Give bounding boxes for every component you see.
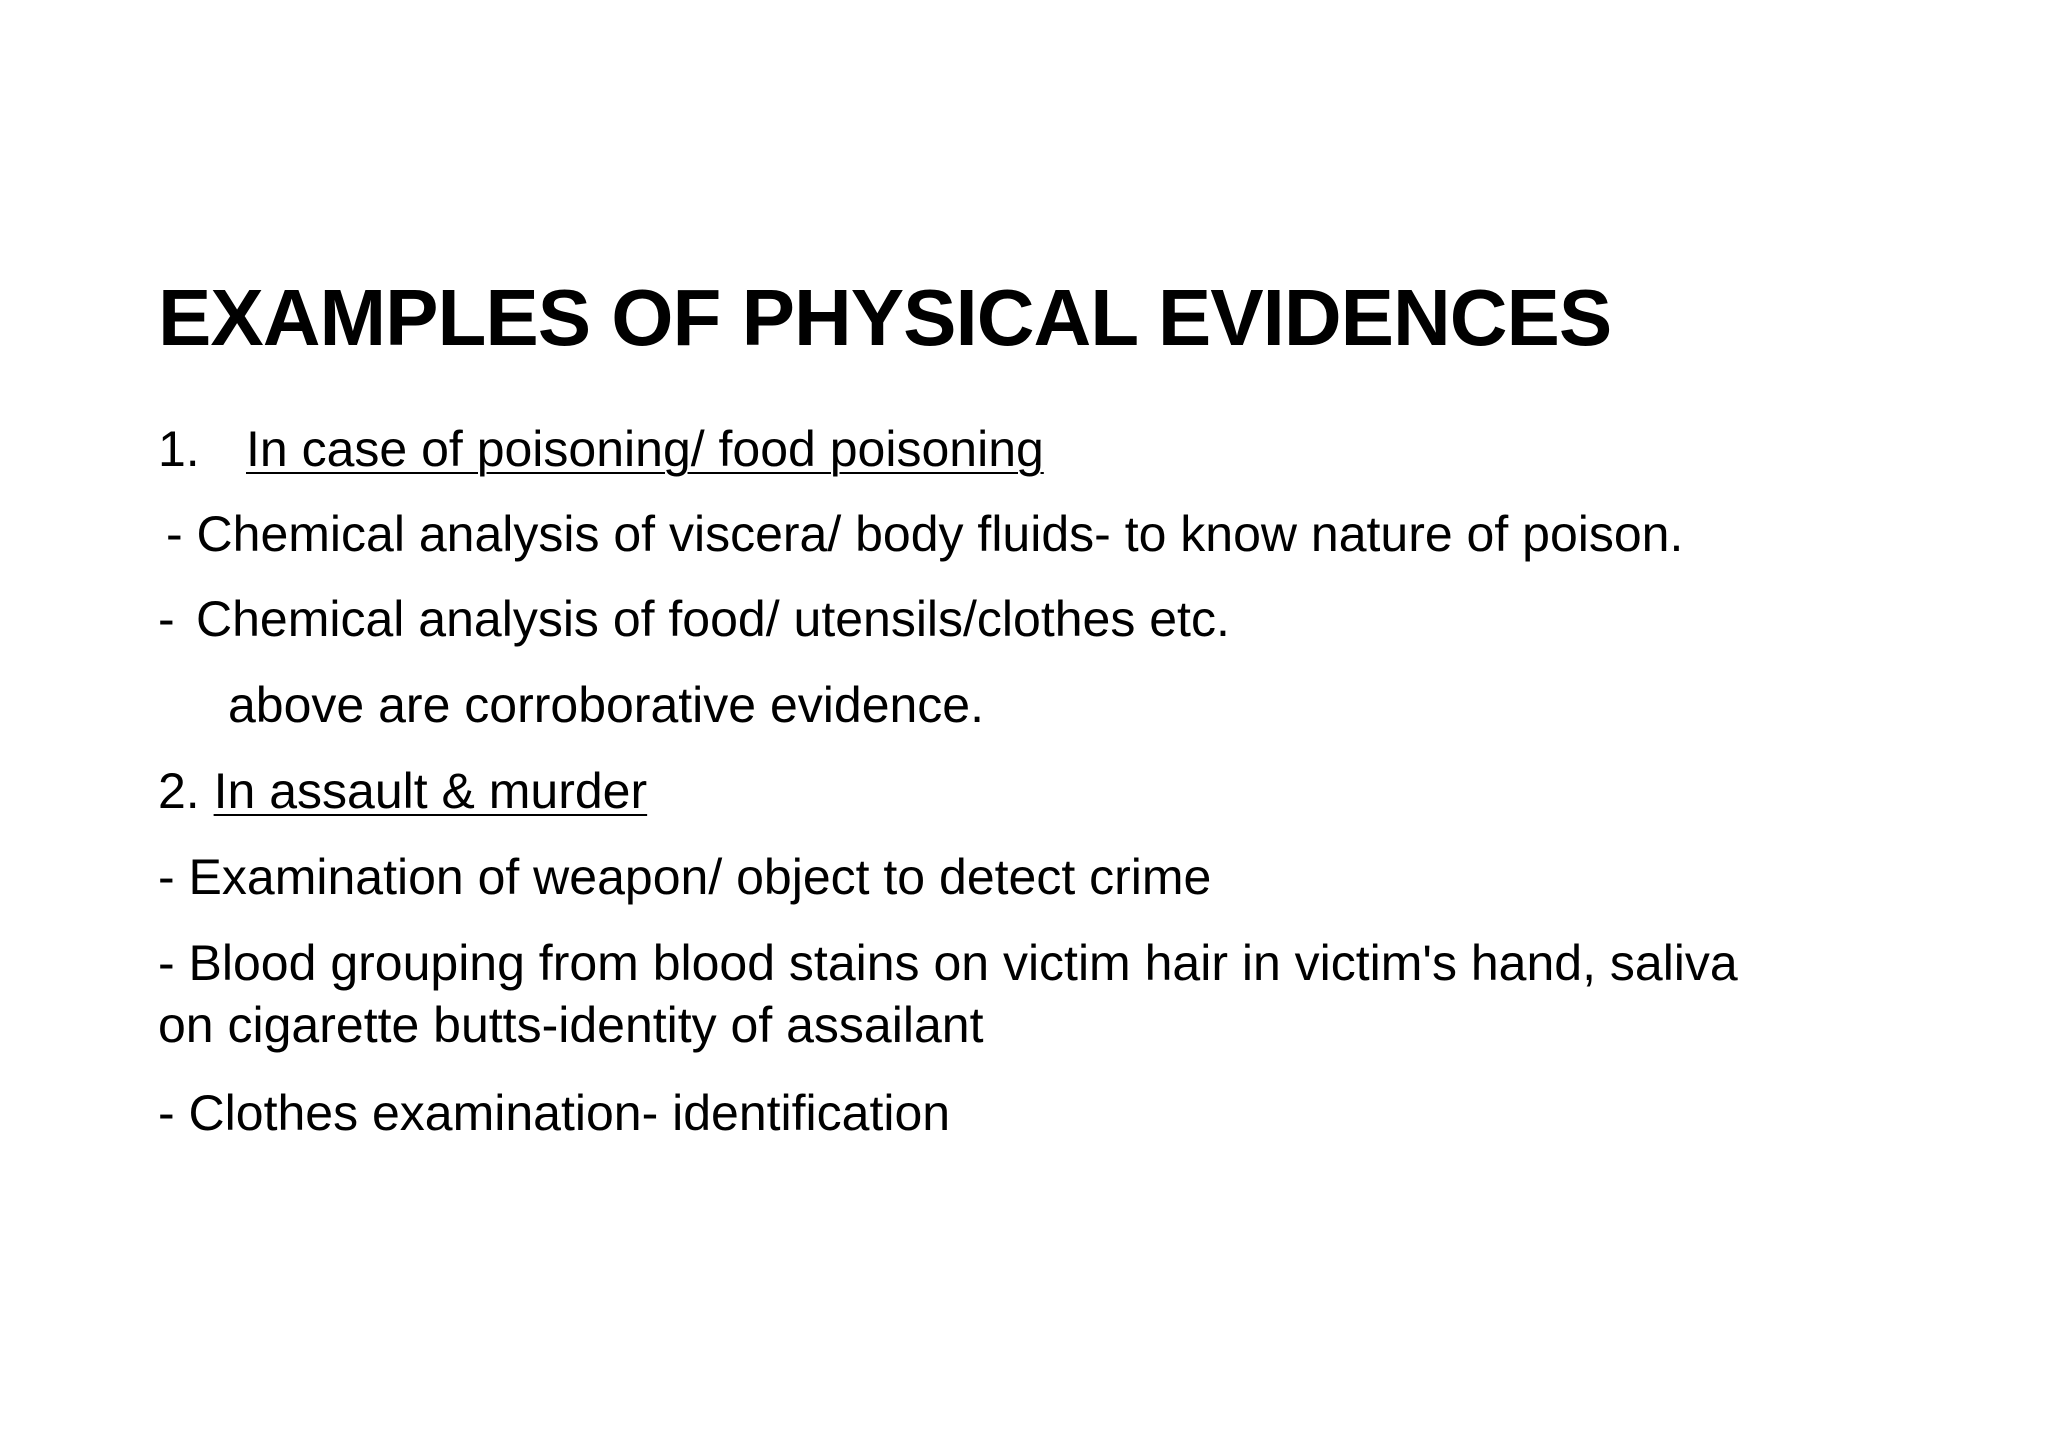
section-1-item-2-dash: - [158, 591, 175, 647]
section-1-heading-line [158, 418, 1044, 480]
section-1-heading: In case of poisoning/ food poisoning [246, 421, 1044, 477]
section-2-item-1: - Examination of weapon/ object to detect crime [158, 849, 1212, 905]
section-2-item-2-line-2: on cigarette butts-identity of assailant [158, 997, 984, 1053]
section-2-heading-line [158, 760, 647, 822]
section-1-item-2: Chemical analysis of food/ utensils/clothes etc. [196, 591, 1230, 647]
slide-title: EXAMPLES OF PHYSICAL EVIDENCES [158, 273, 1612, 362]
section-1-item-2-line [158, 588, 1230, 650]
section-1-note: above are corroborative evidence. [228, 677, 985, 733]
section-1-number: 1. [158, 421, 200, 477]
section-2-item-3: - Clothes examination- identification [158, 1085, 951, 1141]
section-2-item-2-line-1: - Blood grouping from blood stains on victim hair in victim's hand, saliva [158, 935, 1738, 991]
section-1-item-1: - Chemical analysis of viscera/ body fluids- to know nature of poison. [166, 506, 1684, 562]
section-2-heading: In assault & murder [213, 763, 648, 819]
section-2-number: 2. [158, 763, 200, 819]
